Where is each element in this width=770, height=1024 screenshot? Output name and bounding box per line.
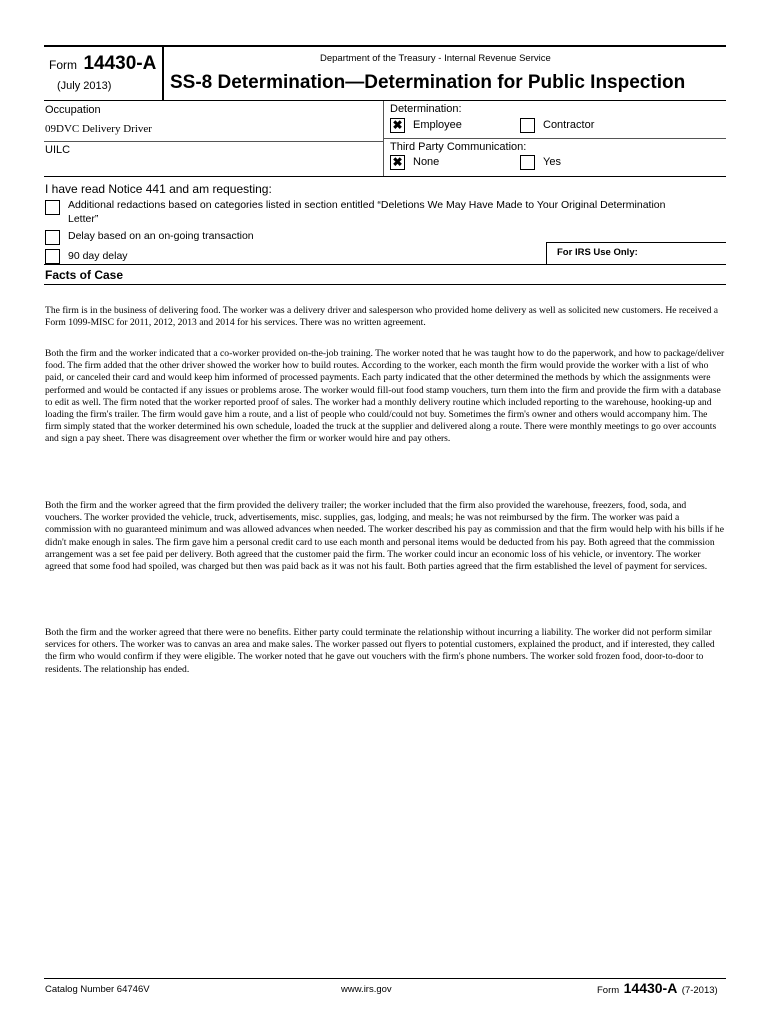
contractor-label: Contractor [543,119,595,131]
ongoing-transaction-label: Delay based on an on-going transaction [68,230,254,242]
info-rule-right [383,138,726,139]
uilc-label: UILC [45,144,71,156]
form-number: 14430-A [83,53,157,74]
request-bottom-rule [44,264,726,265]
yes-checkbox[interactable] [520,155,535,170]
form-id [49,53,161,75]
facts-heading: Facts of Case [45,268,124,282]
none-label: None [413,156,440,168]
department-label: Department of the Treasury - Internal Revenue Service [320,53,551,64]
footer-form-number: 14430-A [623,980,678,996]
info-bottom-rule [44,176,726,177]
header-top-rule [44,45,726,47]
facts-paragraph-2: Both the firm and the worker indicated that a co-worker provided on-the-job training. The worker noted that he was taught how to do the paperwork, and how to package/deliver food. The firm added that the other driver showed the worker how to build routes. According to the worker, each month the firm would provide the worker with a list of who paid, or canceled their card and would keep him informed of processed payments. Each party indicated that the other determined the methods by which the assignments were performed and would be contacted if any issues or problems arose. The worker would fill-out food stamp vouchers, turn them into the firm and provide the firm with a database to edit as well. The firm noted that the worker reported proof of sales. The worker had a monthly delivery routine which included reporting to the warehouse, hooking-up and loading the firm's trailer. The firm would gave him a route, and a list of people who could/could not buy. Sometimes the firm's owner and others would accompany him. The firm simply stated that the worker determined his own schedule, loaded the truck at the supplier and delivered along a route. There were monthly meetings to go over accounts and sign a pay sheet. There was disagreement over whether the firm or worker would hire and pay others. [45,348,725,445]
ongoing-transaction-checkbox[interactable] [45,230,60,245]
redactions-line2: Letter” [68,213,99,225]
determination-label: Determination: [390,103,462,115]
ninety-day-label: 90 day delay [68,250,128,262]
header-bottom-rule [44,100,726,101]
info-divider [383,101,384,177]
contractor-checkbox[interactable] [520,118,535,133]
form-date: (July 2013) [57,80,112,92]
footer-form-prefix: Form [597,985,620,996]
catalog-number: Catalog Number 64746V [45,984,150,995]
info-rule-left [44,141,383,142]
page-title: SS-8 Determination—Determination for Public Inspection [170,72,686,93]
footer-form-id [597,980,718,998]
request-heading: I have read Notice 441 and am requesting: [45,182,272,196]
employee-checkbox[interactable]: ✖ [390,118,405,133]
facts-paragraph-4: Both the firm and the worker agreed that there were no benefits. Either party could terminate the relationship without incurring a liability. The worker did not perform similar services for others. The worker was to canvas an area and make sales. The worker passed out flyers to potential customers, explained the product, and if interested, they called the firm who would confirm if they were eligible. The worker noted that he gave out vouchers with the firm's phone numbers. The worker sold frozen food, door-to-door to residents. The relationship has ended. [45,627,715,675]
occupation-value: 09DVC Delivery Driver [45,123,152,135]
ninety-day-checkbox[interactable] [45,249,60,264]
facts-heading-rule [44,284,726,285]
facts-paragraph-1: The firm is in the business of delivering food. The worker was a delivery driver and salesperson who provided home delivery as well as solicited new customers. He received a Form 1099-MISC for 2011, 2012, 2013 and 2014 for his services. There was no written agreement. [45,305,719,329]
redactions-line1: Additional redactions based on categories listed in section entitled “Deletions We May Have Made to Your Original Determination [68,199,666,211]
redactions-checkbox[interactable] [45,200,60,215]
form-prefix: Form [49,58,77,72]
facts-paragraph-3: Both the firm and the worker agreed that the firm provided the delivery trailer; the worker included that the firm also provided the warehouse, freezers, food, soda, and vouchers. The worker provided the vehicle, truck, advertisements, misc. supplies, gas, lodging, and meals; he was not reimbursed by the firm. The worker was paid a commission with no guaranteed minimum and was allowed advances when needed. The worker described his pay as commission and that the firm would help with his bills if he didn't make enough in sales. The firm gave him a personal credit card to use each month and personal items would be deducted from his pay. Both agreed that the commission arrangement was a set fee paid per delivery. Both agreed that the customer paid the firm. The worker could incur an economic loss of his vehicle, or inventory. The worker agreed that some food had spoiled, was charged but then was paid back as it was not his fault. Both parties agreed that the firm established the level of payment for services. [45,500,724,573]
occupation-label: Occupation [45,104,101,116]
employee-label: Employee [413,119,462,131]
none-checkbox[interactable]: ✖ [390,155,405,170]
footer-form-rev: (7-2013) [681,985,718,996]
footer-rule [44,978,726,979]
irs-use-box [546,242,726,264]
irs-use-label: For IRS Use Only: [557,247,638,258]
yes-label: Yes [543,156,561,168]
third-party-label: Third Party Communication: [390,141,527,153]
header-divider [162,46,164,101]
website-link: www.irs.gov [341,984,392,995]
